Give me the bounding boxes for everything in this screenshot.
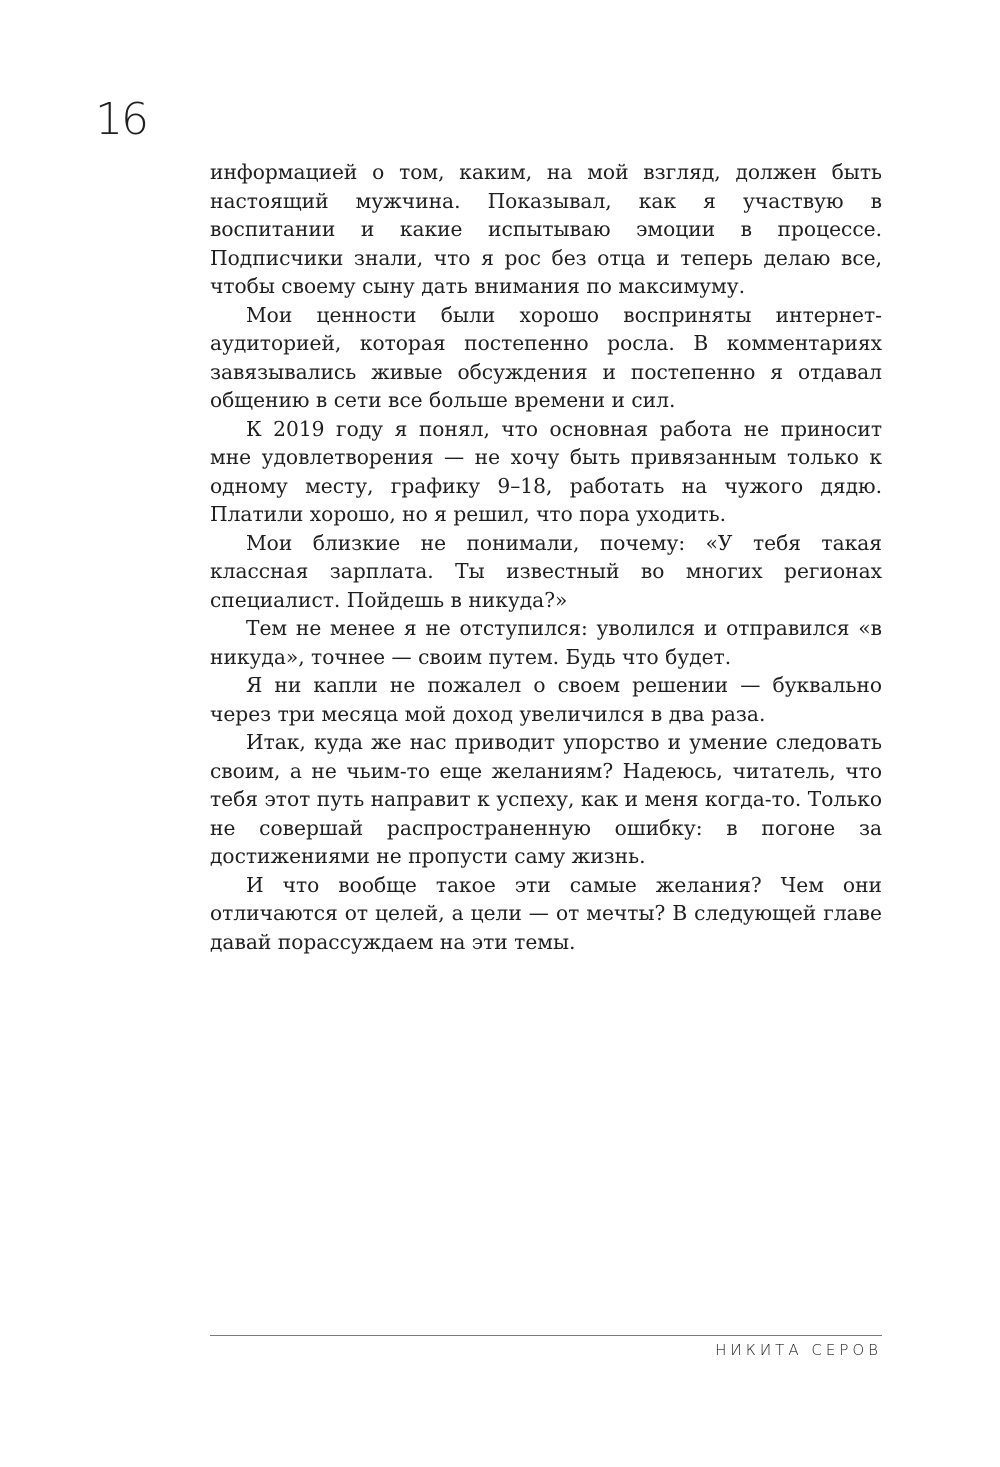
paragraph: К 2019 году я понял, что основная работа не приносит мне удовлетворения — не хочу быть привязанным только к одному месту, графику 9–18, работать на чужого дядю. Платили хорошо, но я решил, что пора уходить. <box>210 416 882 526</box>
paragraph: Мои близкие не понимали, почему: «У тебя такая классная зарплата. Ты известный во многих регионах специалист. Пойдешь в никуда?» <box>210 530 882 612</box>
footer-author: НИКИТА СЕРОВ <box>715 1341 882 1359</box>
body-text <box>210 158 882 956</box>
paragraph: Я ни капли не пожалел о своем решении — буквально через три месяца мой доход увеличился в два раза. <box>210 673 882 726</box>
paragraph: Итак, куда же нас приводит упорство и умение следовать своим, а не чьим-то еще желаниям? Надеюсь, читатель, что тебя этот путь направит к успеху, как и меня когда-то. Только не совершай распространенную ошибку: в погоне за достижениями не пропусти саму жизнь. <box>210 730 882 868</box>
paragraph: информацией о том, каким, на мой взгляд, должен быть настоящий мужчина. Показывал, как я участвую в воспитании и какие испытываю эмоции в процессе. Подписчики знали, что я рос без отца и теперь делаю все, чтобы своему сыну дать внимания по максимуму. <box>210 160 882 298</box>
paragraph: И что вообще такое эти самые желания? Чем они отличаются от целей, а цели — от мечты? В следующей главе давай порассуждаем на эти темы. <box>210 872 882 954</box>
footer-divider <box>210 1335 882 1336</box>
page-number: 16 <box>95 94 147 145</box>
paragraph: Тем не менее я не отступился: уволился и отправился «в никуда», точнее — своим путем. Будь что будет. <box>210 616 882 669</box>
paragraph: Мои ценности были хорошо восприняты интернет-аудиторией, которая постепенно росла. В комментариях завязывались живые обсуждения и постепенно я отдавал общению в сети все больше времени и сил. <box>210 302 882 412</box>
